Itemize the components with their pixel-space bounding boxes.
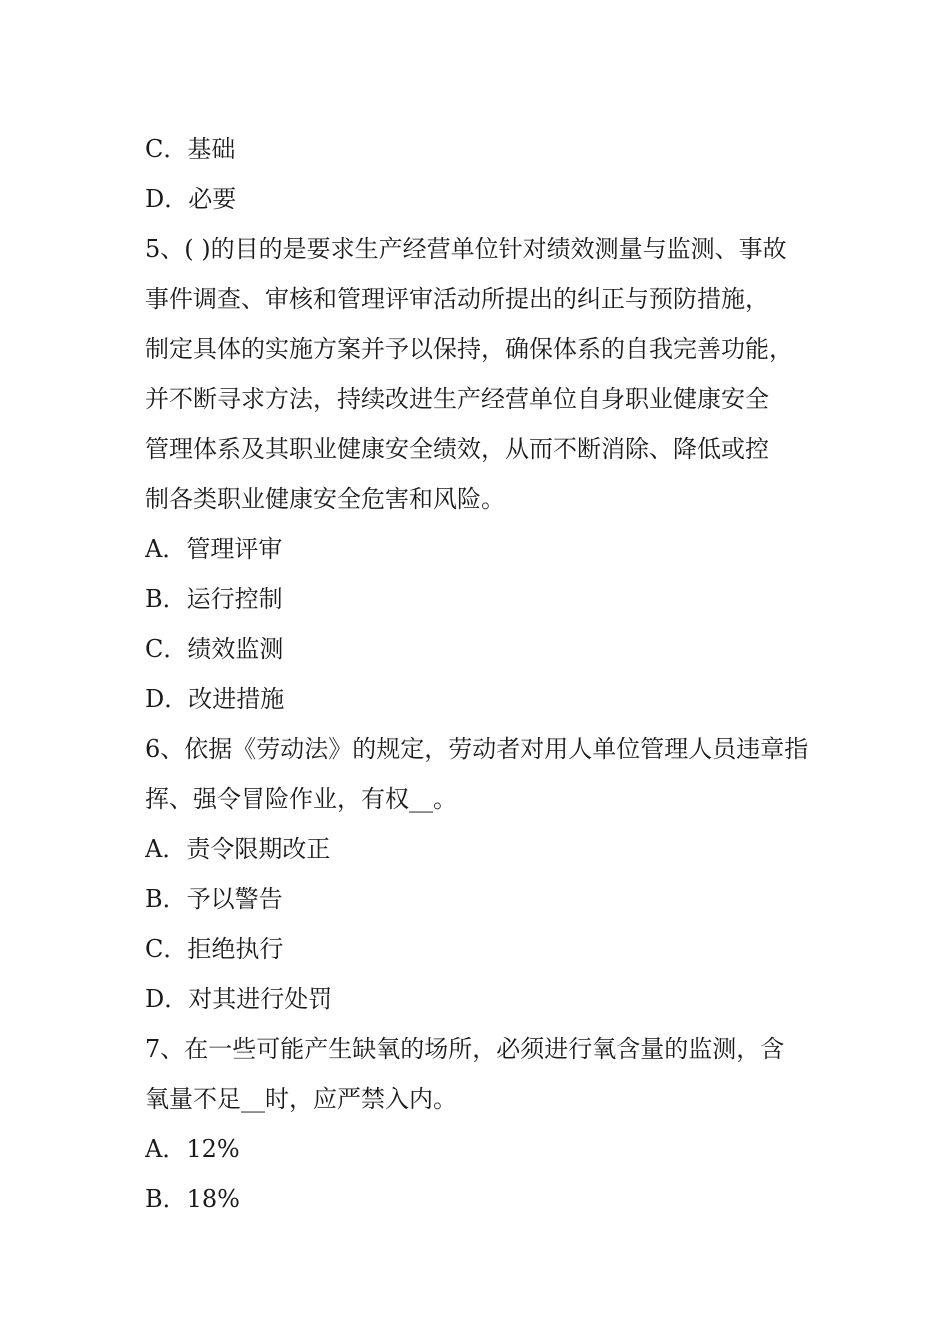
question-5-line-3: 制定具体的实施方案并予以保持，确保体系的自我完善功能， — [145, 335, 793, 363]
option-c-q4: C．基础 — [145, 135, 236, 163]
option-d-q4: D．必要 — [145, 185, 237, 213]
question-7-line-1: 7、在一些可能产生缺氧的场所，必须进行氧含量的监测，含 — [145, 1035, 785, 1063]
option-d-q6: D．对其进行处罚 — [145, 985, 333, 1013]
question-5-line-4: 并不断寻求方法，持续改进生产经营单位自身职业健康安全 — [145, 385, 769, 413]
option-a-q5: A．管理评审 — [145, 535, 283, 563]
question-5-line-6: 制各类职业健康安全危害和风险。 — [145, 485, 505, 513]
question-5-line-2: 事件调查、审核和管理评审活动所提出的纠正与预防措施， — [145, 285, 769, 313]
option-b-q5: B．运行控制 — [145, 585, 283, 613]
document-page — [145, 124, 817, 1224]
option-b-q7: B．18% — [145, 1185, 240, 1213]
question-7-line-2: 氧量不足__时，应严禁入内。 — [145, 1085, 457, 1113]
question-6-line-2: 挥、强令冒险作业，有权__。 — [145, 785, 457, 813]
question-5-line-1: 5、( )的目的是要求生产经营单位针对绩效测量与监测、事故 — [145, 235, 787, 263]
question-5-line-5: 管理体系及其职业健康安全绩效，从而不断消除、降低或控 — [145, 435, 769, 463]
option-a-q6: A．责令限期改正 — [145, 835, 331, 863]
question-6-line-1: 6、依据《劳动法》的规定，劳动者对用人单位管理人员违章指 — [145, 735, 809, 763]
option-a-q7: A．12% — [145, 1135, 240, 1163]
option-d-q5: D．改进措施 — [145, 685, 285, 713]
option-c-q6: C．拒绝执行 — [145, 935, 284, 963]
option-c-q5: C．绩效监测 — [145, 635, 284, 663]
option-b-q6: B．予以警告 — [145, 885, 283, 913]
